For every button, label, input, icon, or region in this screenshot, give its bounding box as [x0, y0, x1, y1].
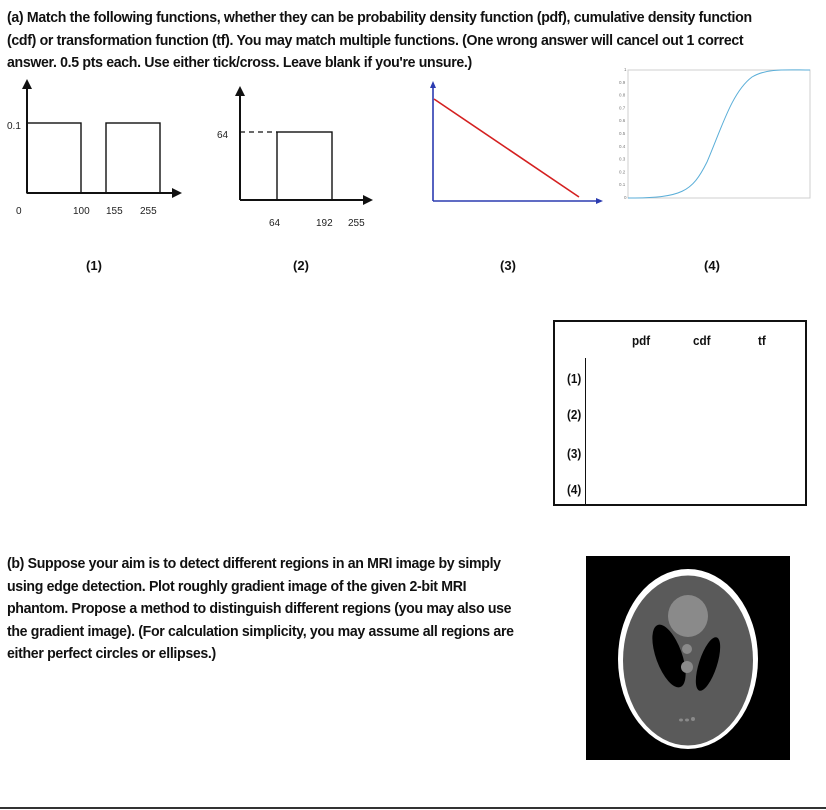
- phantom-lower-spot: [681, 661, 693, 673]
- fig3-line: [434, 99, 579, 197]
- fig4-y-tick-0.7: 0.7: [619, 105, 626, 111]
- question-a-line-2: (cdf) or transformation function (tf). You may match multiple functions. (One wrong answer will cancel out 1 correct: [7, 31, 744, 49]
- fig4-y-tick-0.1: 0.1: [619, 182, 626, 188]
- fig2-y-tick: 64: [217, 130, 229, 141]
- fig4-y-tick-0.9: 0.9: [619, 79, 626, 85]
- fig2-x-tick-64: 64: [269, 218, 281, 229]
- mri-phantom-image: [586, 556, 790, 760]
- bottom-divider: [0, 807, 826, 809]
- question-a-line-1: (a) Match the following functions, whether they can be probability density function (pdf), cumulative density function: [7, 9, 752, 26]
- table-divider: [585, 358, 586, 504]
- question-a-line-3: answer. 0.5 pts each. Use either tick/cross. Leave blank if you're unsure.): [7, 54, 472, 71]
- fig2-y-arrow: [235, 86, 245, 96]
- question-b-line-5: either perfect circles or ellipses.): [7, 645, 216, 662]
- fig2-x-tick-192: 192: [316, 218, 333, 229]
- figure-1-caption: (1): [86, 258, 102, 273]
- phantom-dot-3: [691, 717, 695, 721]
- fig4-y-ticks: [619, 67, 627, 200]
- fig4-y-tick-1: 1: [624, 67, 627, 72]
- fig2-x-tick-255: 255: [348, 218, 365, 229]
- question-b-text: [7, 553, 556, 666]
- figure-4-caption: (4): [704, 258, 720, 273]
- column-header-tf: tf: [758, 333, 766, 348]
- fig4-curve: [628, 70, 810, 198]
- fig4-plot-frame: [628, 70, 810, 198]
- fig1-x-arrow: [172, 188, 182, 198]
- phantom-center-spot: [682, 644, 692, 654]
- phantom-dot-2: [685, 719, 689, 722]
- fig4-y-tick-0.5: 0.5: [619, 131, 626, 136]
- fig4-y-tick-0.3: 0.3: [619, 156, 626, 162]
- fig4-y-tick-0.6: 0.6: [619, 118, 626, 124]
- fig2-pulse: [277, 132, 332, 200]
- row-header-2: (2): [567, 407, 582, 422]
- column-header-cdf: cdf: [693, 333, 711, 348]
- question-b-line-1: (b) Suppose your aim is to detect different regions in an MRI image by simply: [7, 555, 501, 572]
- fig1-y-arrow: [22, 79, 32, 89]
- fig1-y-tick: 0.1: [7, 121, 21, 132]
- figure-1-plot: [0, 75, 200, 235]
- fig4-y-tick-0: 0: [624, 195, 627, 200]
- figure-2-plot: [205, 80, 405, 240]
- row-header-1: (1): [567, 371, 582, 386]
- question-b-line-4: the gradient image). (For calculation simplicity, you may assume all regions are: [7, 622, 514, 640]
- fig1-x-tick-0: 0: [16, 206, 22, 217]
- figure-2-caption: (2): [293, 258, 309, 273]
- fig1-pulse-1: [27, 123, 81, 193]
- fig2-x-arrow: [363, 195, 373, 205]
- figure-3-caption: (3): [500, 258, 516, 273]
- phantom-upper-region: [668, 595, 708, 637]
- fig1-x-tick-255: 255: [140, 206, 157, 217]
- fig1-pulse-2: [106, 123, 160, 193]
- column-header-pdf: pdf: [632, 333, 651, 348]
- matching-table: [553, 320, 807, 506]
- fig3-x-arrow: [596, 198, 603, 204]
- figure-3-plot: [425, 75, 610, 215]
- figure-4-plot: [612, 62, 812, 207]
- fig4-y-tick-0.2: 0.2: [619, 169, 626, 175]
- fig1-x-tick-100: 100: [73, 206, 90, 217]
- question-b-line-2: using edge detection. Plot roughly gradient image of the given 2-bit MRI: [7, 577, 467, 595]
- question-b-line-3: phantom. Propose a method to distinguish different regions (you may also use: [7, 600, 512, 617]
- phantom-dot-1: [679, 719, 683, 722]
- fig4-y-tick-0.4: 0.4: [619, 143, 626, 149]
- fig3-y-arrow: [430, 81, 436, 88]
- fig4-y-tick-0.8: 0.8: [619, 92, 626, 98]
- row-header-4: (4): [567, 482, 582, 497]
- row-header-3: (3): [567, 446, 582, 461]
- fig1-x-tick-155: 155: [106, 206, 123, 217]
